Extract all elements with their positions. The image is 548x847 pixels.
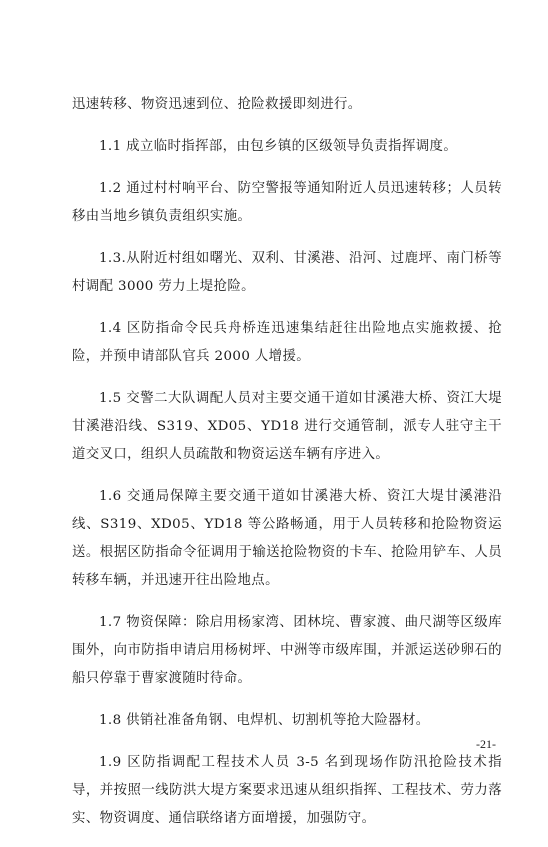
body-text xyxy=(72,91,502,847)
paragraph: 1.2 通过村村响平台、防空警报等通知附近人员迅速转移；人员转移由当地乡镇负责组织实施。 xyxy=(72,181,502,224)
paragraph: 1.1 成立临时指挥部，由包乡镇的区级领导负责指挥调度。 xyxy=(99,139,458,154)
paragraph: 1.9 区防指调配工程技术人员 3-5 名到现场作防汛抢险技术指导，并按照一线防洪大堤方案要求迅速从组织指挥、工程技术、劳力落实、物资调度、通信联络诸方面增援，加强防守。 xyxy=(72,755,502,826)
paragraph: 1.3.从附近村组如曙光、双利、甘溪港、沿河、过鹿坪、南门桥等村调配 3000 劳力上堤抢险。 xyxy=(72,251,502,294)
page-number: -21- xyxy=(476,737,496,751)
paragraph: 1.5 交警二大队调配人员对主要交通干道如甘溪港大桥、资江大堤甘溪港沿线、S319、XD05、YD18 进行交通管制，派专人驻守主干道交叉口，组织人员疏散和物资运送车辆有序进入。 xyxy=(72,391,502,462)
paragraph: 1.4 区防指命令民兵舟桥连迅速集结赶往出险地点实施救援、抢险，并预申请部队官兵 2000 人增援。 xyxy=(72,321,502,364)
paragraph: 迅速转移、物资迅速到位、抢险救援即刻进行。 xyxy=(72,97,362,112)
paragraph: 1.8 供销社准备角钢、电焊机、切割机等抢大险器材。 xyxy=(99,713,430,728)
paragraph: 1.7 物资保障：除启用杨家湾、团林垸、曹家渡、曲尺湖等区级库围外，向市防指申请启用杨树坪、中洲等市级库围，并派运送砂卵石的船只停靠于曹家渡随时待命。 xyxy=(72,615,502,686)
paragraph: 1.6 交通局保障主要交通干道如甘溪港大桥、资江大堤甘溪港沿线、S319、XD05、YD18 等公路畅通，用于人员转移和抢险物资运送。根据区防指命令征调用于输送抢险物资的卡车、抢险用铲车、人员转移车辆，并迅速开往出险地点。 xyxy=(72,489,502,588)
